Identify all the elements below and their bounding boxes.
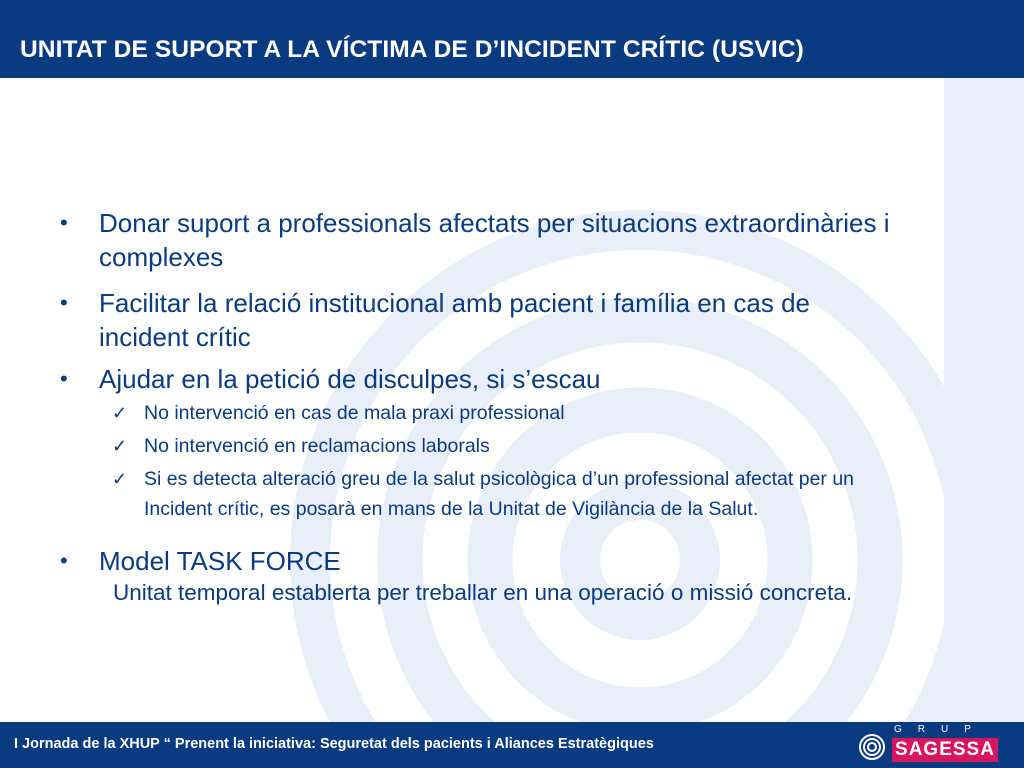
- bullet-icon: •: [60, 290, 68, 315]
- check-item: [58, 431, 968, 461]
- bullet-line: Ajudar en la petició de disculpes, si s’escau: [99, 364, 601, 394]
- bullet-item: [58, 544, 968, 578]
- logo-symbol-icon: [858, 734, 886, 760]
- bullet-line: Model TASK FORCE: [99, 546, 341, 576]
- checkmark-icon: ✓: [112, 436, 128, 456]
- check-line: Si es detecta alteració greu de la salut psicològica d’un professional afectat per un: [144, 468, 855, 490]
- bullet-item: [58, 206, 968, 274]
- bullet-line: Facilitar la relació institucional amb pacient i família en cas de: [99, 288, 811, 318]
- check-item: [58, 398, 968, 428]
- checkmark-icon: ✓: [112, 403, 128, 423]
- sagessa-logo: [858, 724, 1008, 766]
- bullet-line: incident crític: [99, 322, 251, 352]
- task-force-description: Unitat temporal establerta per treballar en una operació o missió concreta.: [113, 580, 853, 605]
- check-line: No intervenció en cas de mala praxi professional: [144, 402, 565, 424]
- slide-title: UNITAT DE SUPORT A LA VÍCTIMA DE D’INCIDENT CRÍTIC (USVIC): [20, 36, 804, 63]
- bullet-line: complexes: [99, 242, 224, 272]
- slide-content: [58, 206, 968, 608]
- check-line: No intervenció en reclamacions laborals: [144, 435, 490, 457]
- bullet-icon: •: [60, 210, 68, 235]
- bullet-icon: •: [60, 548, 68, 573]
- check-line: Incident crític, es posarà en mans de la Unitat de Vigilància de la Salut.: [144, 498, 759, 520]
- checkmark-icon: ✓: [112, 469, 128, 489]
- bullet-icon: •: [60, 366, 68, 391]
- logo-grup-text: GRUP: [894, 724, 987, 735]
- bullet-line: Donar suport a professionals afectats per situacions extraordinàries i: [99, 208, 890, 238]
- bullet-item: [58, 362, 968, 396]
- footer-text: I Jornada de la XHUP “ Prenent la iniciativa: Seguretat dels pacients i Aliances Estratègiques: [14, 736, 654, 752]
- bullet-item: [58, 286, 968, 354]
- logo-name-text: SAGESSA: [892, 738, 998, 762]
- check-item: [58, 464, 968, 524]
